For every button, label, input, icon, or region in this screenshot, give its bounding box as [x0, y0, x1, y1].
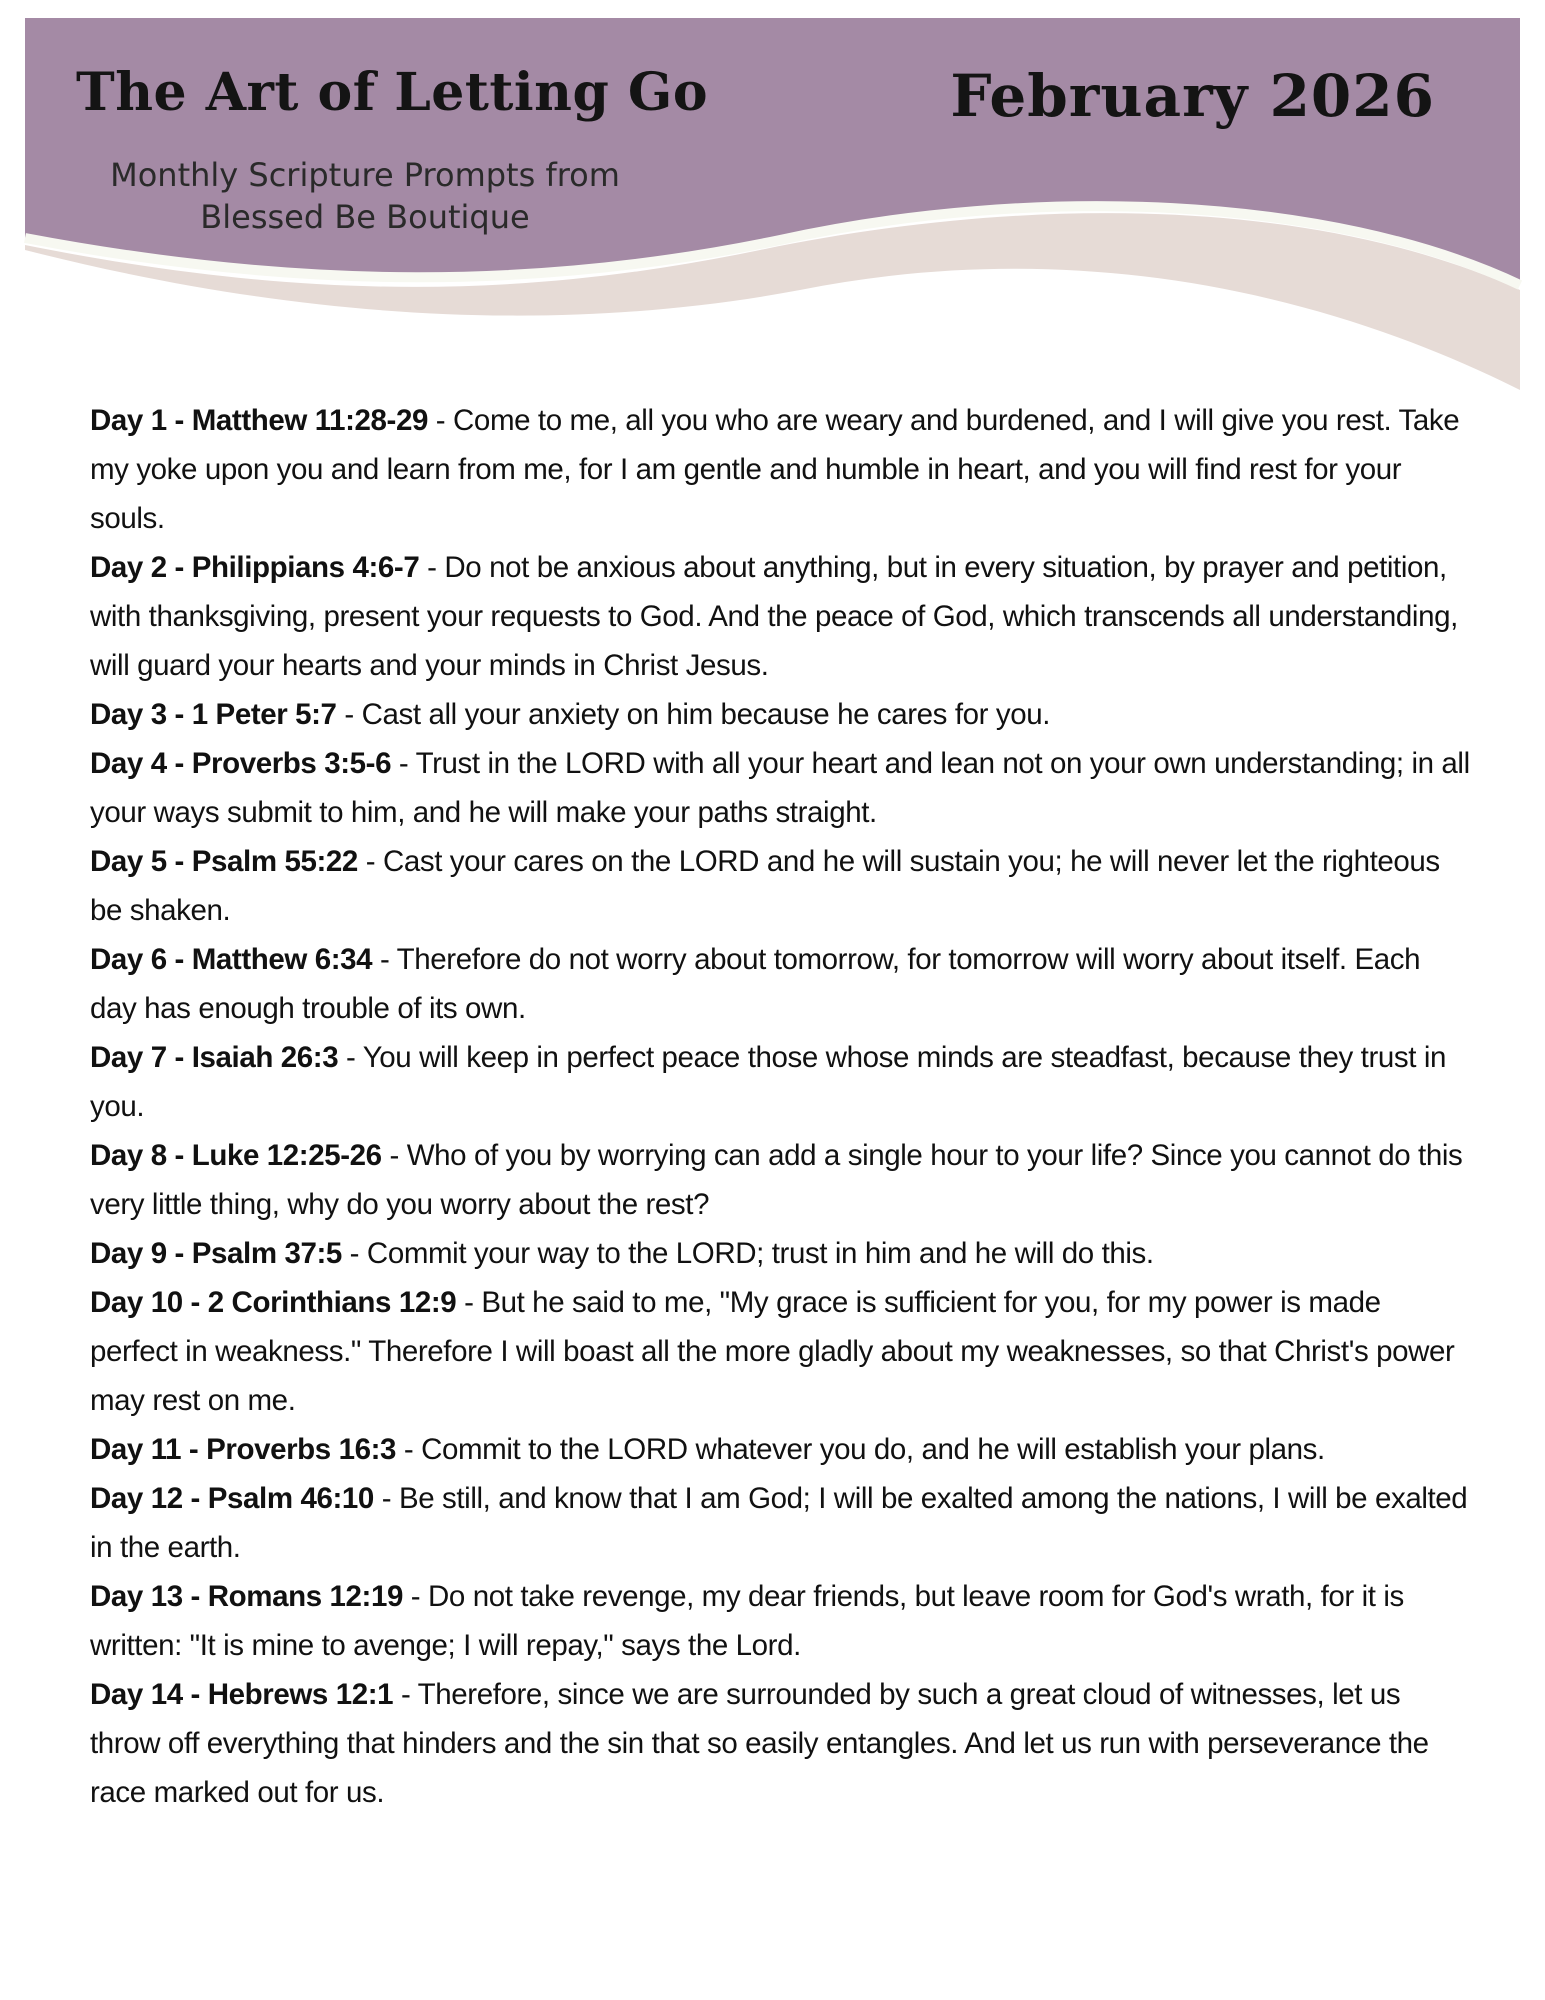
scripture-text: Who of you by worrying can add a single hour to your life? Since you cannot do this very little thing, why do you worry about the rest? [90, 1139, 1463, 1221]
scripture-text: Commit to the LORD whatever you do, and he will establish your plans. [421, 1433, 1325, 1466]
scripture-reference: Day 3 - 1 Peter 5:7 [90, 698, 337, 731]
scripture-reference: Day 9 - Psalm 37:5 [90, 1237, 342, 1270]
scripture-prompt: Day 10 - 2 Corinthians 12:9 - But he said to me, "My grace is sufficient for you, for my power is made perfect in weakness." Therefore I will boast all the more gladly about my weaknesses, so that Christ's power may rest on me. [90, 1286, 1455, 1417]
scripture-text: Do not take revenge, my dear friends, but leave room for God's wrath, for it is written: "It is mine to avenge; I will repay," says the Lord. [90, 1580, 1404, 1662]
scripture-prompt: Day 9 - Psalm 37:5 - Commit your way to the LORD; trust in him and he will do this. [90, 1237, 1154, 1270]
scripture-reference: Day 8 - Luke 12:25-26 [90, 1139, 382, 1172]
scripture-text: But he said to me, "My grace is sufficient for you, for my power is made perfect in weakness." Therefore I will boast all the more gladly about my weaknesses, so that Christ's power may rest on me. [90, 1286, 1455, 1417]
scripture-prompt: Day 11 - Proverbs 16:3 - Commit to the LORD whatever you do, and he will establish your plans. [90, 1433, 1325, 1466]
scripture-reference: Day 2 - Philippians 4:6-7 [90, 551, 420, 584]
scripture-prompt: Day 7 - Isaiah 26:3 - You will keep in perfect peace those whose minds are steadfast, because they trust in you. [90, 1041, 1446, 1123]
scripture-text: Come to me, all you who are weary and burdened, and I will give you rest. Take my yoke upon you and learn from me, for I am gentle and humble in heart, and you will find rest for your souls. [90, 404, 1460, 535]
scripture-prompt: Day 5 - Psalm 55:22 - Cast your cares on the LORD and he will sustain you; he will never let the righteous be shaken. [90, 845, 1440, 927]
scripture-prompt: Day 6 - Matthew 6:34 - Therefore do not worry about tomorrow, for tomorrow will worry about itself. Each day has enough trouble of its own. [90, 943, 1421, 1025]
subtitle-line-1: Monthly Scripture Prompts from [110, 156, 620, 194]
scripture-text: Do not be anxious about anything, but in every situation, by prayer and petition, with thanksgiving, present your requests to God. And the peace of God, which transcends all understanding, will guard your hearts and your minds in Christ Jesus. [90, 551, 1458, 682]
scripture-text: Cast all your anxiety on him because he cares for you. [361, 698, 1051, 731]
scripture-prompt: Day 4 - Proverbs 3:5-6 - Trust in the LORD with all your heart and lean not on your own understanding; in all your ways submit to him, and he will make your paths straight. [90, 747, 1470, 829]
subtitle [80, 154, 650, 238]
scripture-prompt: Day 8 - Luke 12:25-26 - Who of you by worrying can add a single hour to your life? Since you cannot do this very little thing, why do you worry about the rest? [90, 1139, 1463, 1221]
scripture-text: Cast your cares on the LORD and he will sustain you; he will never let the righteous be shaken. [90, 845, 1440, 927]
scripture-prompt-list [90, 396, 1470, 1817]
month-label: February 2026 [950, 62, 1435, 130]
scripture-reference: Day 4 - Proverbs 3:5-6 [90, 747, 392, 780]
scripture-reference: Day 5 - Psalm 55:22 [90, 845, 358, 878]
scripture-prompt: Day 3 - 1 Peter 5:7 - Cast all your anxiety on him because he cares for you. [90, 698, 1051, 731]
scripture-prompt: Day 13 - Romans 12:19 - Do not take revenge, my dear friends, but leave room for God's wrath, for it is written: "It is mine to avenge; I will repay," says the Lord. [90, 1580, 1404, 1662]
scripture-reference: Day 14 - Hebrews 12:1 [90, 1678, 394, 1711]
scripture-reference: Day 10 - 2 Corinthians 12:9 [90, 1286, 457, 1319]
subtitle-line-2: Blessed Be Boutique [200, 198, 530, 236]
scripture-text: Be still, and know that I am God; I will be exalted among the nations, I will be exalted in the earth. [90, 1482, 1468, 1564]
scripture-text: Therefore do not worry about tomorrow, for tomorrow will worry about itself. Each day has enough trouble of its own. [90, 943, 1421, 1025]
scripture-text: You will keep in perfect peace those whose minds are steadfast, because they trust in you. [90, 1041, 1446, 1123]
scripture-text: Therefore, since we are surrounded by such a great cloud of witnesses, let us throw off everything that hinders and the sin that so easily entangles. And let us run with perseverance the race marked out for us. [90, 1678, 1429, 1809]
page-title: The Art of Letting Go [76, 62, 709, 123]
scripture-reference: Day 1 - Matthew 11:28-29 [90, 404, 428, 437]
scripture-prompt: Day 2 - Philippians 4:6-7 - Do not be anxious about anything, but in every situation, by prayer and petition, with thanksgiving, present your requests to God. And the peace of God, which transcends all understanding, will guard your hearts and your minds in Christ Jesus. [90, 551, 1458, 682]
scripture-reference: Day 13 - Romans 12:19 [90, 1580, 403, 1613]
scripture-prompt: Day 12 - Psalm 46:10 - Be still, and know that I am God; I will be exalted among the nations, I will be exalted in the earth. [90, 1482, 1468, 1564]
scripture-text: Trust in the LORD with all your heart and lean not on your own understanding; in all your ways submit to him, and he will make your paths straight. [90, 747, 1470, 829]
scripture-reference: Day 12 - Psalm 46:10 [90, 1482, 374, 1515]
scripture-reference: Day 11 - Proverbs 16:3 [90, 1433, 397, 1466]
scripture-prompt: Day 14 - Hebrews 12:1 - Therefore, since we are surrounded by such a great cloud of witnesses, let us throw off everything that hinders and the sin that so easily entangles. And let us run with perseverance the race marked out for us. [90, 1678, 1429, 1809]
scripture-prompt: Day 1 - Matthew 11:28-29 - Come to me, all you who are weary and burdened, and I will give you rest. Take my yoke upon you and learn from me, for I am gentle and humble in heart, and you will find rest for your souls. [90, 404, 1460, 535]
scripture-reference: Day 7 - Isaiah 26:3 [90, 1041, 339, 1074]
scripture-reference: Day 6 - Matthew 6:34 [90, 943, 373, 976]
scripture-text: Commit your way to the LORD; trust in him and he will do this. [366, 1237, 1154, 1270]
